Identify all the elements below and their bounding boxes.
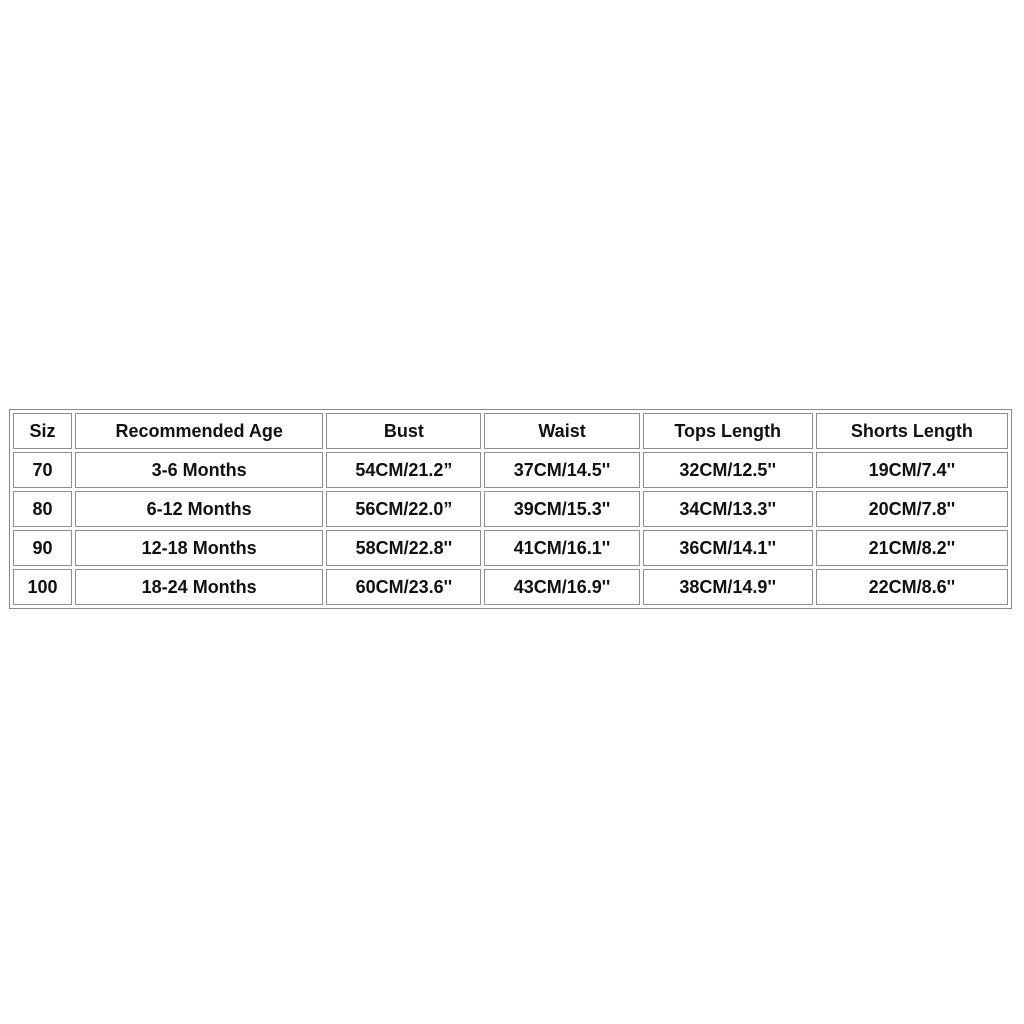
cell-waist: 41CM/16.1'' bbox=[484, 530, 639, 566]
cell-size: 80 bbox=[13, 491, 72, 527]
table-header-row bbox=[13, 413, 1008, 449]
table-row bbox=[13, 569, 1008, 605]
cell-recommended-age: 3-6 Months bbox=[75, 452, 323, 488]
header-shorts-length: Shorts Length bbox=[816, 413, 1008, 449]
cell-waist: 43CM/16.9'' bbox=[484, 569, 639, 605]
cell-tops-length: 32CM/12.5'' bbox=[643, 452, 813, 488]
cell-size: 70 bbox=[13, 452, 72, 488]
header-size: Siz bbox=[13, 413, 72, 449]
cell-size: 100 bbox=[13, 569, 72, 605]
header-waist: Waist bbox=[484, 413, 639, 449]
cell-shorts-length: 19CM/7.4'' bbox=[816, 452, 1008, 488]
header-bust: Bust bbox=[326, 413, 481, 449]
table-row bbox=[13, 452, 1008, 488]
header-recommended-age: Recommended Age bbox=[75, 413, 323, 449]
cell-shorts-length: 22CM/8.6'' bbox=[816, 569, 1008, 605]
cell-size: 90 bbox=[13, 530, 72, 566]
table-row bbox=[13, 530, 1008, 566]
table-row bbox=[13, 491, 1008, 527]
cell-bust: 56CM/22.0” bbox=[326, 491, 481, 527]
cell-recommended-age: 12-18 Months bbox=[75, 530, 323, 566]
cell-tops-length: 38CM/14.9'' bbox=[643, 569, 813, 605]
cell-bust: 54CM/21.2” bbox=[326, 452, 481, 488]
cell-shorts-length: 21CM/8.2'' bbox=[816, 530, 1008, 566]
cell-tops-length: 34CM/13.3'' bbox=[643, 491, 813, 527]
header-tops-length: Tops Length bbox=[643, 413, 813, 449]
cell-bust: 60CM/23.6'' bbox=[326, 569, 481, 605]
cell-waist: 39CM/15.3'' bbox=[484, 491, 639, 527]
cell-waist: 37CM/14.5'' bbox=[484, 452, 639, 488]
cell-recommended-age: 6-12 Months bbox=[75, 491, 323, 527]
size-chart-table bbox=[9, 409, 1012, 609]
cell-recommended-age: 18-24 Months bbox=[75, 569, 323, 605]
cell-shorts-length: 20CM/7.8'' bbox=[816, 491, 1008, 527]
cell-bust: 58CM/22.8'' bbox=[326, 530, 481, 566]
cell-tops-length: 36CM/14.1'' bbox=[643, 530, 813, 566]
